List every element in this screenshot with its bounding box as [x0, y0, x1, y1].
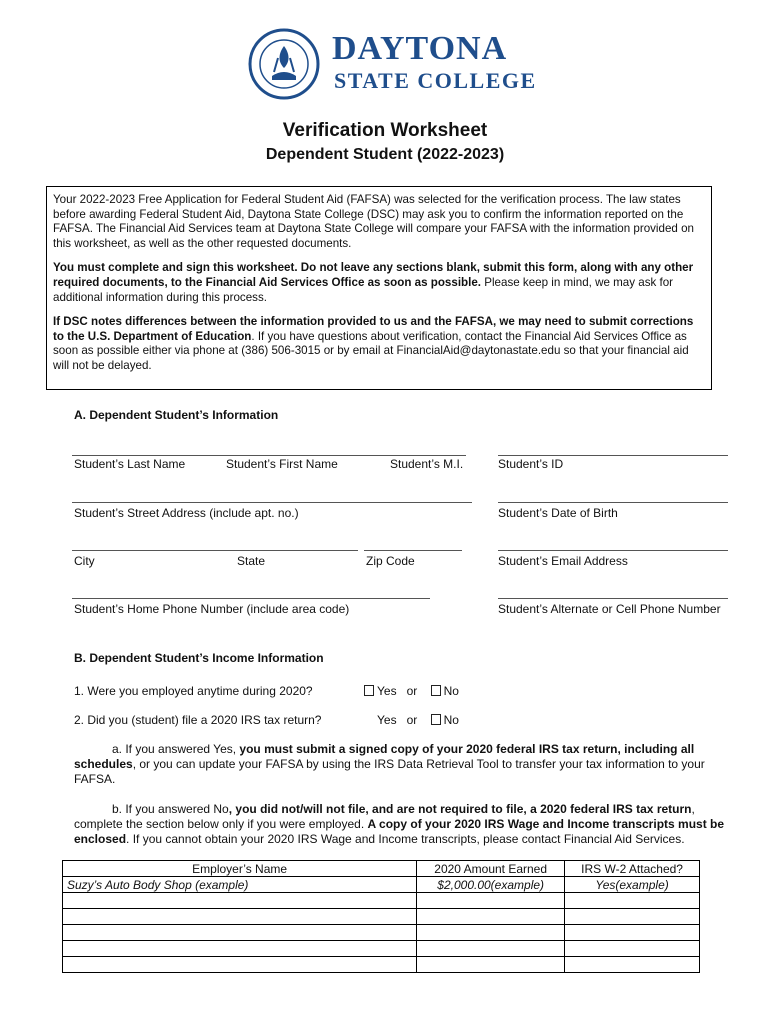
employer-table: [62, 860, 700, 973]
table-row: [63, 925, 700, 941]
q1-yes-label: Yes: [377, 684, 397, 698]
instruction-b: [74, 802, 744, 847]
intro-paragraph-2: [53, 261, 705, 305]
student-id-label: Student’s ID: [498, 457, 564, 471]
question-2-options: [364, 713, 459, 727]
amount-earned-cell[interactable]: [417, 893, 565, 909]
street-address-label: Student’s Street Address (include apt. no.): [74, 506, 299, 520]
college-logo: [248, 28, 548, 104]
employer-name-cell[interactable]: [63, 957, 417, 973]
state-label: State: [237, 554, 266, 568]
intro-p3-bold: If DSC notes differences between the information provided to us and the FAFSA, we may need to submit corrections to the U.S. Department of Education: [53, 315, 694, 343]
q2-yes-label: Yes: [377, 713, 397, 727]
example-employer-cell: Suzy’s Auto Body Shop (example): [63, 877, 417, 893]
instruction-b-prefix: b. If you answered No: [112, 802, 229, 816]
instruction-b-bold-2: A copy of your 2020 IRS Wage and Income transcripts must be enclosed: [74, 817, 725, 846]
question-1-options: [364, 684, 459, 698]
employer-name-cell[interactable]: [63, 925, 417, 941]
zip-code-label: Zip Code: [366, 554, 415, 568]
example-w2-cell: Yes(example): [565, 877, 700, 893]
alt-phone-field-line[interactable]: [498, 598, 728, 599]
intro-p2-bold: You must complete and sign this worksheet. Do not leave any sections blank, submit this form, along with any other required documents, to the Financial Aid Services Office as soon as possible.: [53, 261, 694, 289]
q2-or-label: or: [406, 713, 418, 727]
w2-attached-cell[interactable]: [565, 893, 700, 909]
email-field-line[interactable]: [498, 550, 728, 551]
street-address-field-line[interactable]: [72, 502, 472, 503]
name-field-line[interactable]: [72, 455, 466, 456]
table-row: [63, 893, 700, 909]
college-seal-icon: [248, 28, 320, 100]
employer-name-header: Employer’s Name: [63, 861, 417, 877]
q2-yes-checkbox[interactable]: [364, 714, 374, 725]
table-row: [63, 877, 700, 893]
table-row: [63, 941, 700, 957]
date-of-birth-field-line[interactable]: [498, 502, 728, 503]
city-label: City: [74, 554, 95, 568]
w2-attached-cell[interactable]: [565, 925, 700, 941]
question-2: 2. Did you (student) file a 2020 IRS tax return?: [74, 713, 322, 727]
table-row: [63, 909, 700, 925]
first-name-label: Student’s First Name: [226, 457, 338, 471]
employer-table-header: [63, 861, 700, 877]
city-state-field-line[interactable]: [72, 550, 358, 551]
instruction-a-prefix: a. If you answered Yes,: [112, 742, 240, 756]
instruction-a-rest: , or you can update your FAFSA by using the IRS Data Retrieval Tool to transfer your tax information to your FAFSA.: [74, 757, 705, 786]
student-id-field-line[interactable]: [498, 455, 728, 456]
intro-p2-rest: Please keep in mind, we may ask for additional information during this process.: [53, 275, 674, 304]
alt-phone-label: Student’s Alternate or Cell Phone Number: [498, 602, 721, 616]
q1-no-checkbox[interactable]: [431, 685, 441, 696]
home-phone-field-line[interactable]: [72, 598, 430, 599]
date-of-birth-label: Student’s Date of Birth: [498, 506, 618, 520]
w2-attached-cell[interactable]: [565, 941, 700, 957]
middle-initial-label: Student’s M.I.: [390, 457, 464, 471]
question-1: 1. Were you employed anytime during 2020?: [74, 684, 313, 698]
q2-no-checkbox[interactable]: [431, 714, 441, 725]
last-name-label: Student’s Last Name: [74, 457, 186, 471]
amount-earned-cell[interactable]: [417, 925, 565, 941]
employer-name-cell[interactable]: [63, 941, 417, 957]
amount-earned-cell[interactable]: [417, 957, 565, 973]
instruction-b-mid: , complete the section below only if you were employed.: [74, 802, 695, 831]
intro-p3-rest: . If you have questions about verification, contact the Financial Aid Services Office as soon as possible either via phone at (386) 506-3015 or by email at FinancialAid@daytonastate.edu so that your financial aid will not be delayed.: [53, 329, 689, 372]
w2-attached-cell[interactable]: [565, 957, 700, 973]
q2-no-label: No: [443, 713, 459, 727]
w2-attached-header: IRS W-2 Attached?: [565, 861, 700, 877]
amount-earned-cell[interactable]: [417, 941, 565, 957]
zip-code-field-line[interactable]: [364, 550, 462, 551]
intro-box: [46, 186, 712, 390]
example-amount-cell: $2,000.00(example): [417, 877, 565, 893]
employer-name-cell[interactable]: [63, 893, 417, 909]
w2-attached-cell[interactable]: [565, 909, 700, 925]
amount-earned-cell[interactable]: [417, 909, 565, 925]
amount-earned-header: 2020 Amount Earned: [417, 861, 565, 877]
instruction-a: [74, 742, 744, 787]
instruction-b-bold-1: , you did not/will not file, and are not required to file, a 2020 federal IRS tax return: [228, 802, 692, 816]
intro-paragraph-3: [53, 315, 705, 373]
college-name-line2: STATE COLLEGE: [334, 68, 537, 93]
intro-paragraph-1: Your 2022-2023 Free Application for Federal Student Aid (FAFSA) was selected for the verification process. The law states before awarding Federal Student Aid, Daytona State College (DSC) may ask you to confirm the information reported on the FAFSA. The Financial Aid Services team at Daytona State College will compare your FAFSA with the information provided on this worksheet, as well as the other requested documents.: [53, 193, 694, 250]
instruction-a-bold: you must submit a signed copy of your 2020 federal IRS tax return, including all schedules: [74, 742, 695, 771]
page-subtitle: Dependent Student (2022-2023): [265, 146, 505, 163]
section-a-heading: A. Dependent Student’s Information: [74, 408, 279, 422]
q1-no-label: No: [443, 684, 459, 698]
instruction-b-rest: . If you cannot obtain your 2020 IRS Wage and Income transcripts, please contact Financial Aid Services.: [126, 832, 685, 846]
section-b-heading: B. Dependent Student’s Income Information: [74, 651, 324, 665]
q1-or-label: or: [406, 684, 418, 698]
table-row: [63, 957, 700, 973]
email-label: Student’s Email Address: [498, 554, 628, 568]
employer-name-cell[interactable]: [63, 909, 417, 925]
college-name-line1: DAYTONA: [332, 30, 508, 67]
q1-yes-checkbox[interactable]: [364, 685, 374, 696]
home-phone-label: Student’s Home Phone Number (include area code): [74, 602, 350, 616]
page-title: Verification Worksheet: [282, 120, 488, 141]
